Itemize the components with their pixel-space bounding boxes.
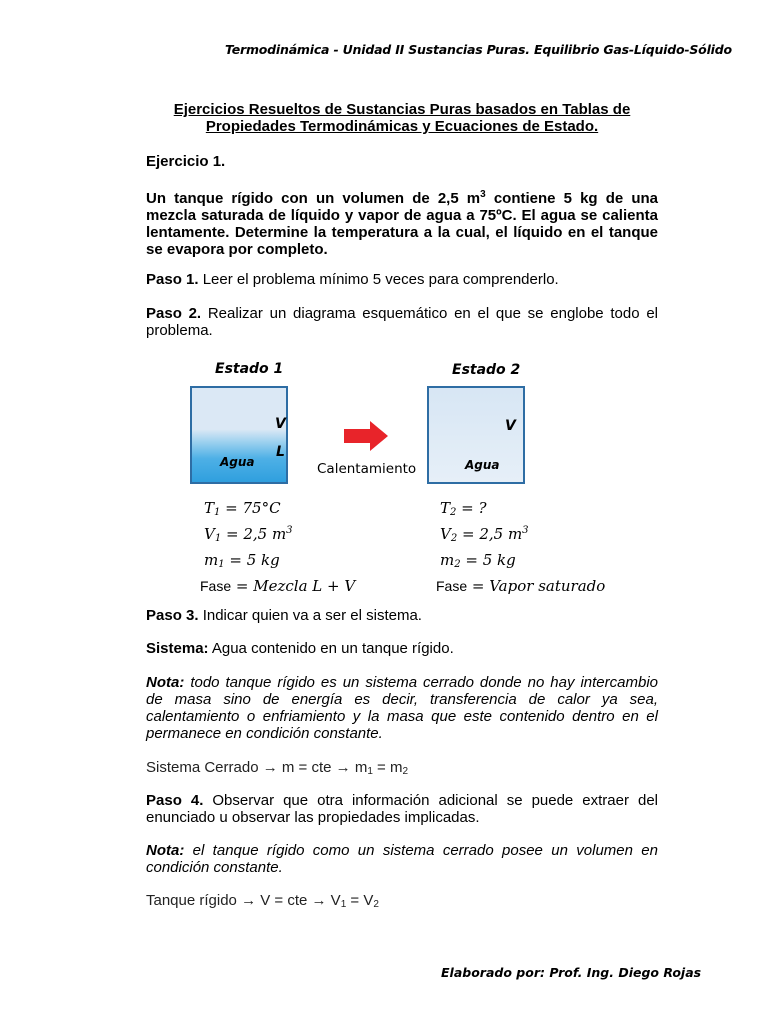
exercise-label-text: Ejercicio 1. [146,153,226,170]
tank-state-2 [427,386,525,484]
page-footer: Elaborado por: Prof. Ing. Diego Rojas [441,965,702,980]
paso-2-text: Realizar un diagrama esquemático en el que se englobe todo el problema. [146,305,658,339]
paso-4-text: Observar que otra información adicional se puede extraer del enunciado u observar las propiedades implicadas. [146,792,658,826]
sistema-label: Sistema: [146,640,209,657]
paso-4 [146,792,658,826]
schematic-diagram [180,355,610,600]
paso-2 [146,305,658,339]
state-2-mass: $m_2 = 5$ kg [440,551,516,570]
problem-sup: 3 [480,189,486,200]
state-1-title: Estado 1 [215,361,284,377]
paso-3-label: Paso 3. [146,607,199,624]
state-1-temperature: $T_1 = 75^\circ C$ [204,499,281,518]
paso-4-label: Paso 4. [146,792,204,809]
paso-2-label: Paso 2. [146,305,202,322]
nota-1-text: todo tanque rígido es un sistema cerrado donde no hay intercambio de masa sino de energía es decir, transferencia de calor ya sea, calentamiento o enfriamiento y la masa que este contenido dentro en el permanece en condición constante. [146,674,658,742]
right-arrow-icon [342,419,390,453]
tank-1-liquid-label: L [276,444,285,460]
paso-3-text: Indicar quien va a ser el sistema. [198,607,422,624]
sistema-text: Agua contenido en un tanque rígido. [208,640,454,657]
state-1-volume: $V_1 = 2,5$ $m^3$ [204,525,293,544]
exercise-label [146,153,658,170]
document-title [146,101,658,135]
paso-1-text: Leer el problema mínimo 5 veces para comprenderlo. [198,271,559,288]
tank-1-vapor-label: V [275,416,286,432]
tank-2-vapor-label: V [505,418,516,434]
state-1-mass: $m_1 = 5$ kg [204,551,280,570]
title-line-2: Propiedades Termodinámicas y Ecuaciones de Estado. [205,118,599,135]
state-2-temperature: $T_2$ = ? [440,499,487,518]
tank-1-water-label: Agua [220,455,255,469]
problem-text-1: Un tanque rígido con un volumen de 2,5 m [146,190,481,207]
tank-state-1 [190,386,288,484]
state-1-phase: Fase = Mezcla L + V [200,577,356,595]
state-2-properties [436,499,606,603]
problem-statement [146,186,658,258]
paso-1 [146,271,658,288]
equation-rigid-tank: Tanque rígido → V = cte → $V_1 = V_2$ [146,892,379,910]
problem-text-2: contiene 5 kg de una mezcla saturada de líquido y vapor de agua a 75ºC. El agua se calienta lentamente. Determine la temperatura a la cual, el líquido en el tanque se evapora por completo. [146,190,658,258]
sistema [146,640,658,657]
nota-2-label: Nota: [146,842,185,859]
page-header: Termodinámica - Unidad II Sustancias Puras. Equilibrio Gas-Líquido-Sólido [225,42,732,57]
nota-1 [146,674,658,742]
process-label: Calentamiento [317,461,417,477]
title-line-1: Ejercicios Resueltos de Sustancias Puras basados en Tablas de [173,101,631,118]
equation-closed-system: Sistema Cerrado → m = cte → $m_1 = m_2$ [146,759,409,777]
state-2-title: Estado 2 [452,362,521,378]
paso-3 [146,607,658,624]
state-1-properties [200,499,356,603]
state-2-volume: $V_2 = 2,5$ $m^3$ [440,525,529,544]
nota-1-label: Nota: [146,674,185,691]
nota-2 [146,842,658,876]
paso-1-label: Paso 1. [146,271,199,288]
tank-2-water-label: Agua [465,458,500,472]
state-2-phase: Fase = Vapor saturado [436,577,606,595]
nota-2-text: el tanque rígido como un sistema cerrado posee un volumen en condición constante. [146,842,658,876]
